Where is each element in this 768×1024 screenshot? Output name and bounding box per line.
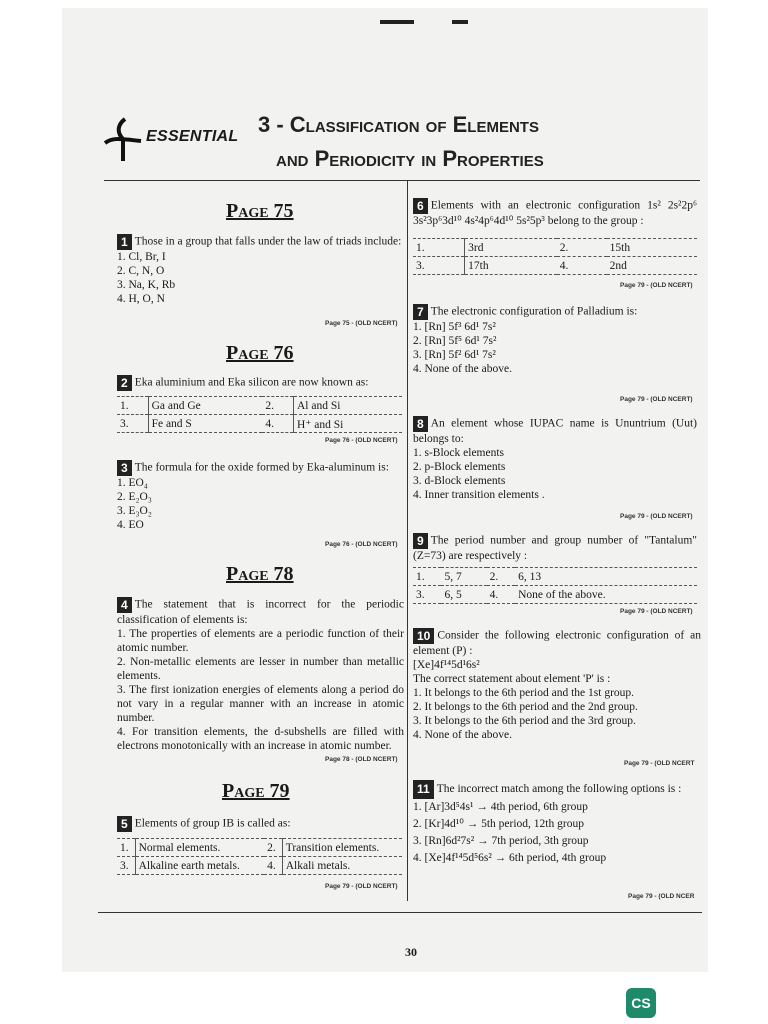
option: 4. Inner transition elements . (413, 489, 545, 501)
source-reference: Page 76 - (OLD NCERT) (325, 541, 398, 548)
question-text: The formula for the oxide formed by Eka-aluminum is: (134, 461, 389, 474)
option: 3. E₃O₂ (117, 505, 152, 517)
cell: Alkali metals. (282, 857, 402, 875)
electronic-configuration: [Xe]4f¹⁴5d¹6s² (413, 659, 480, 671)
option: 2. p-Block elements (413, 461, 506, 473)
scan-mark (452, 20, 468, 24)
page-heading-75: Page 75 (226, 200, 294, 222)
cell: 4. (262, 415, 293, 433)
camscanner-badge: CS (626, 988, 656, 1018)
question-3 (117, 460, 402, 532)
question-number: 7 (413, 304, 428, 320)
option: 1. Cl, Br, I (117, 251, 166, 263)
question-8 (413, 416, 697, 502)
cell: 4. (557, 257, 607, 275)
cell: 3. (117, 415, 148, 433)
option: 2. [Kr]4d¹⁰ → 5th period, 12th group (413, 818, 584, 830)
question-5 (117, 816, 402, 832)
page-number: 30 (405, 945, 417, 959)
cell: 3. (117, 857, 135, 875)
question-10 (413, 628, 701, 742)
cell: Alkaline earth metals. (135, 857, 264, 875)
question-text: Elements of group IB is called as: (134, 817, 291, 830)
option: 3. Na, K, Rb (117, 279, 176, 291)
question-11 (413, 780, 701, 867)
question-number: 5 (117, 816, 132, 832)
question-number: 3 (117, 460, 132, 476)
question-4 (117, 597, 404, 753)
header-divider (104, 180, 700, 181)
question-text: Consider the following electronic configuration of an element (P) : (413, 629, 701, 657)
question-lead: The correct statement about element 'P' is : (413, 673, 611, 685)
question-9 (413, 533, 697, 563)
cell: 1. (413, 568, 441, 586)
option: 4. None of the above. (413, 363, 512, 375)
source-reference: Page 79 - (OLD NCERT) (620, 608, 693, 615)
page-heading-76: Page 76 (226, 342, 294, 364)
footer-divider (98, 912, 702, 913)
cell: 2. (262, 397, 293, 415)
source-reference: Page 79 - (OLD NCERT) (620, 396, 693, 403)
option: 3. [Rn]6d²7s² → 7th period, 3th group (413, 835, 589, 847)
cell: 3rd (465, 239, 557, 257)
source-reference: Page 79 - (OLD NCERT) (620, 513, 693, 520)
question-text: Those in a group that falls under the law of triads include: (134, 235, 402, 248)
cell: 15th (607, 239, 697, 257)
cell: 2. (264, 839, 282, 857)
question-text: The period number and group number of "Tantalum" (Z=73) are respectively : (413, 534, 697, 562)
question-2 (117, 375, 402, 391)
options-table (117, 838, 402, 875)
question-number: 1 (117, 234, 132, 250)
question-number: 11 (413, 780, 434, 799)
cell: 1. (117, 839, 135, 857)
option: 2. It belongs to the 6th period and the 2nd group. (413, 701, 638, 713)
cell: Normal elements. (135, 839, 264, 857)
cell: H⁺ and Si (293, 415, 402, 433)
essential-label: ESSENTIAL (146, 128, 239, 145)
question-text: An element whose IUPAC name is Ununtrium (Uut) belongs to: (413, 417, 697, 445)
cell: Ga and Ge (148, 397, 262, 415)
essential-logo-icon (103, 117, 143, 163)
option: 4. None of the above. (413, 729, 512, 741)
cell: Al and Si (293, 397, 402, 415)
cell: 2. (487, 568, 515, 586)
question-number: 6 (413, 198, 428, 214)
option: 2. E₂O₃ (117, 491, 152, 503)
cell: 4. (264, 857, 282, 875)
question-7 (413, 304, 697, 376)
cell: 2. (557, 239, 607, 257)
question-text: The electronic configuration of Palladium is: (430, 305, 638, 318)
option: 2. Non-metallic elements are lesser in number than metallic elements. (117, 656, 404, 682)
option: 3. The first ionization energies of elements along a period do not vary in a regular manner with an increase in atomic number. (117, 684, 404, 724)
cell: 17th (465, 257, 557, 275)
source-reference: Page 79 - (OLD NCERT) (325, 883, 398, 890)
chapter-title-line1: 3 - Classification of Elements (258, 112, 539, 137)
source-reference: Page 79 - (OLD NCERT) (620, 282, 693, 289)
cell: Transition elements. (282, 839, 402, 857)
question-text: Eka aluminium and Eka silicon are now known as: (134, 376, 369, 389)
cell: 6, 13 (515, 568, 697, 586)
cell: 2nd (607, 257, 697, 275)
option: 2. [Rn] 5f⁵ 6d¹ 7s² (413, 335, 497, 347)
page-heading-79: Page 79 (222, 780, 290, 802)
option: 1. EO₄ (117, 477, 148, 489)
option: 4. [Xe]4f¹⁴5d⁵6s² → 6th period, 4th group (413, 852, 607, 864)
option: 1. [Ar]3d⁵4s¹ → 4th period, 6th group (413, 801, 588, 813)
page-heading-78: Page 78 (226, 563, 294, 585)
cell: 6, 5 (441, 586, 486, 604)
cell: 1. (413, 239, 465, 257)
question-6 (413, 198, 697, 228)
option: 3. d-Block elements (413, 475, 506, 487)
options-table (117, 396, 402, 433)
option: 1. [Rn] 5f³ 6d¹ 7s² (413, 321, 496, 333)
option: 1. It belongs to the 6th period and the 1st group. (413, 687, 635, 699)
question-number: 2 (117, 375, 132, 391)
option: 4. For transition elements, the d-subshells are filled with electrons monotonically with an increase in atomic number. (117, 726, 404, 752)
cell: 3. (413, 257, 465, 275)
column-divider (407, 181, 408, 901)
option: 4. H, O, N (117, 293, 165, 305)
question-1 (117, 234, 402, 306)
option: 3. [Rn] 5f² 6d¹ 7s² (413, 349, 496, 361)
cell: 3. (413, 586, 441, 604)
source-reference: Page 76 - (OLD NCERT) (325, 437, 398, 444)
scan-mark (380, 20, 414, 24)
source-reference: Page 78 - (OLD NCERT) (325, 756, 398, 763)
cell: None of the above. (515, 586, 697, 604)
question-text: Elements with an electronic configuration 1s² 2s²2p⁶ 3s²3p⁶3d¹⁰ 4s²4p⁶4d¹⁰ 5s²5p³ belong to the group : (413, 199, 697, 227)
question-number: 10 (413, 628, 434, 644)
options-table (413, 238, 697, 275)
options-table (413, 567, 697, 604)
cell: 1. (117, 397, 148, 415)
option: 1. s-Block elements (413, 447, 505, 459)
question-number: 8 (413, 416, 428, 432)
option: 2. C, N, O (117, 265, 165, 277)
question-number: 4 (117, 597, 132, 613)
cell: 5, 7 (441, 568, 486, 586)
option: 3. It belongs to the 6th period and the 3rd group. (413, 715, 636, 727)
question-number: 9 (413, 533, 428, 549)
source-reference: Page 75 - (OLD NCERT) (325, 320, 398, 327)
question-text: The incorrect match among the following options is : (436, 783, 682, 796)
source-reference: Page 79 - (OLD NCERT (624, 760, 695, 767)
chapter-title-line2: and Periodicity in Properties (276, 146, 544, 171)
question-text: The statement that is incorrect for the periodic classification of elements is: (117, 598, 404, 626)
cell: Fe and S (148, 415, 262, 433)
source-reference: Page 79 - (OLD NCER (628, 893, 695, 900)
option: 4. EO (117, 519, 144, 531)
cell: 4. (487, 586, 515, 604)
option: 1. The properties of elements are a periodic function of their atomic number. (117, 628, 404, 654)
